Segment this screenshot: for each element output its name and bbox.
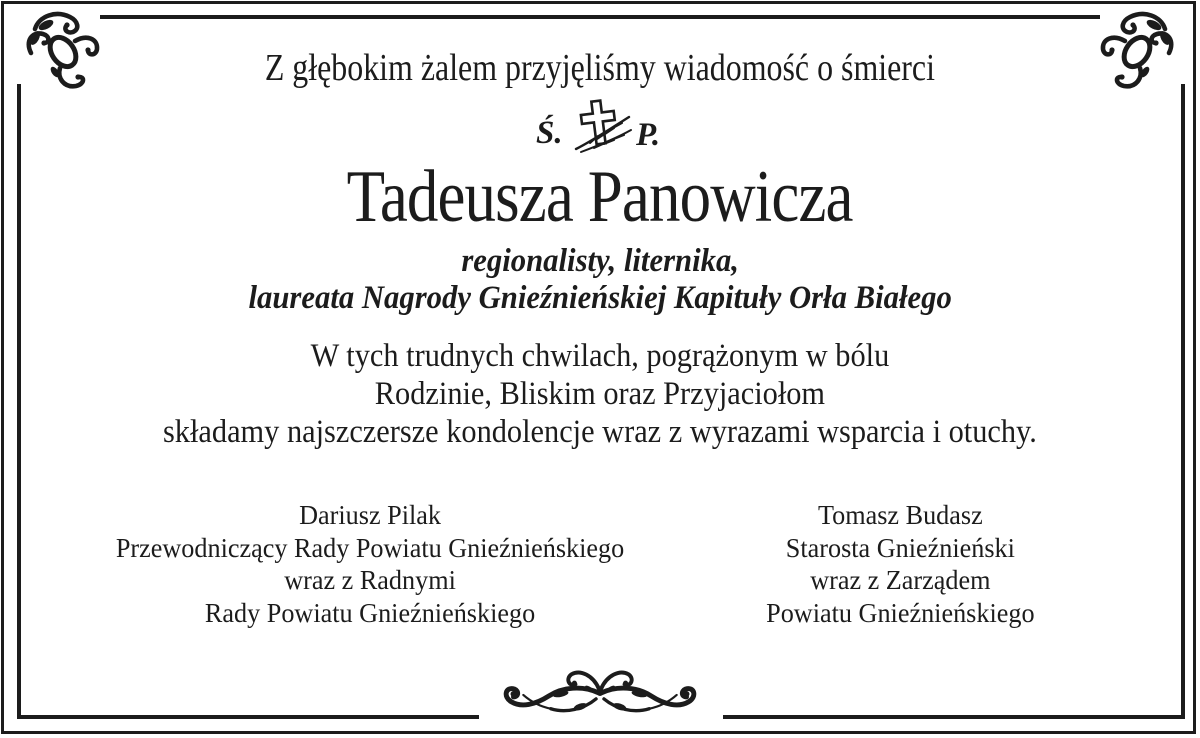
signatory-name: Dariusz Pilak	[299, 500, 441, 530]
deceased-name-text: Tadeusza Panowicza	[347, 156, 853, 238]
signatory-title: Starosta Gnieźnieński	[785, 532, 1015, 563]
condolence-line: W tych trudnych chwilach, pogrążonym w bólu	[310, 338, 890, 374]
signatory-right-block	[650, 499, 1150, 629]
signatory-left-lines	[116, 499, 624, 629]
sp-emblem	[0, 97, 1200, 155]
epitaph-line: regionalisty, liternika,	[461, 243, 739, 279]
signatory-name: Tomasz Budasz	[817, 500, 983, 530]
signatory-title: wraz z Radnymi	[284, 565, 456, 595]
epitaph-block	[0, 243, 1200, 317]
deceased-name	[0, 155, 1200, 240]
epitaph-line: laureata Nagrody Gnieźnieńskiej Kapituły Orła Białego	[248, 280, 952, 316]
bottom-flourish-icon	[482, 662, 718, 724]
inner-border-top	[100, 15, 1100, 19]
condolence-line: Rodzinie, Bliskim oraz Przyjaciołom	[374, 376, 826, 412]
inner-border-bottom-right	[723, 715, 1185, 719]
signatory-right-lines	[766, 499, 1034, 629]
signatory-title: Rady Powiatu Gnieźnieńskiego	[204, 597, 536, 628]
epitaph-lines	[248, 243, 951, 317]
intro-text: Z głębokim żalem przyjęliśmy wiadomość o śmierci	[264, 47, 936, 89]
signatory-left-block	[70, 499, 670, 629]
intro-line	[0, 46, 1200, 90]
emblem-letter-p: P.	[636, 117, 661, 153]
condolence-lines	[163, 337, 1037, 451]
inner-border-bottom-left	[17, 715, 479, 719]
emblem-letter-s: Ś.	[536, 115, 563, 151]
signatory-title: Przewodniczący Rady Powiatu Gnieźnieńskiego	[115, 532, 625, 563]
condolence-block	[0, 337, 1200, 451]
cross-and-palm-icon	[534, 97, 666, 155]
condolence-line: składamy najszczersze kondolencje wraz z wyrazami wsparcia i otuchy.	[163, 414, 1037, 450]
signatory-title: Powiatu Gnieźnieńskiego	[765, 597, 1035, 628]
signatory-title: wraz z Zarządem	[809, 565, 991, 595]
